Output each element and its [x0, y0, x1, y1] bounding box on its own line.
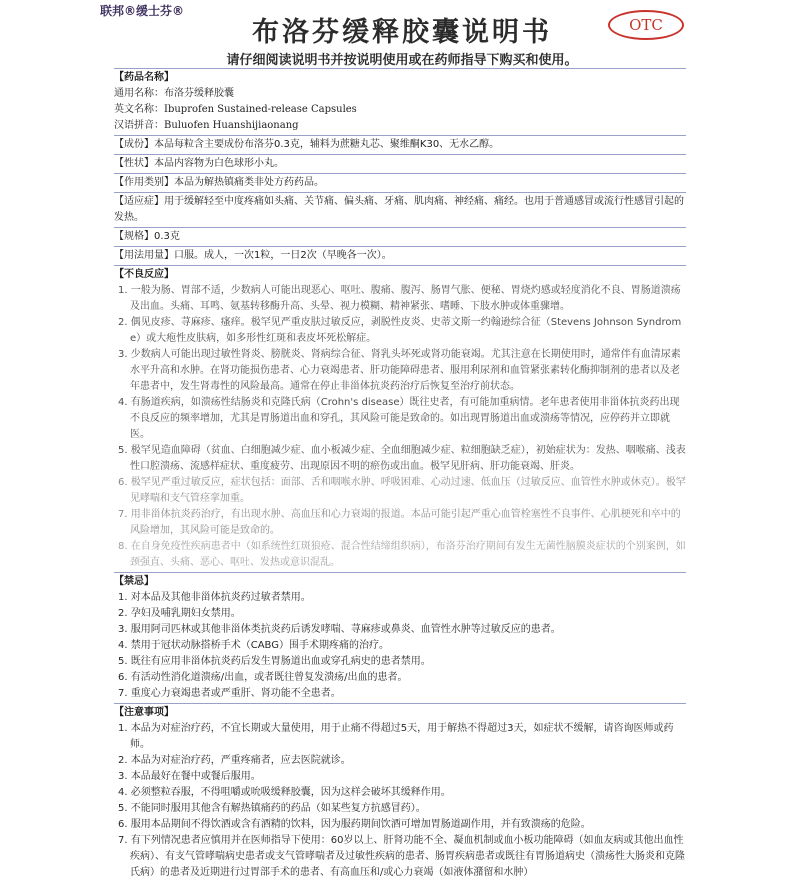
list-item: 2. 偶见皮疹、荨麻疹、瘙痒。极罕见严重皮肤过敏反应，剥脱性皮炎、史蒂文斯一约翰逊综合征（Stevens Johnson Syndrome）或大疱性皮肤病，如多形性红斑和表皮坏死松解症。	[118, 317, 682, 344]
list-item: 5. 既往有应用非甾体抗炎药后发生胃肠道出血或穿孔病史的患者禁用。	[118, 656, 431, 667]
leaflet-title: 布洛芬缓释胶囊说明书	[252, 17, 552, 48]
specification-text: 【规格】0.3克	[114, 231, 180, 242]
list-item: 6. 极罕见严重过敏反应，症状包括：面部、舌和咽喉水肿、呼吸困难、心动过速、低血压（过敏反应、血管性水肿或休克）。极罕见哮喘和支气管痉挛加重。	[118, 477, 686, 504]
list-item: 1. 一般为肠、胃部不适，少数病人可能出现恶心、呕吐、腹痛、腹泻、肠胃气胀、便秘、胃烧灼感或轻度消化不良、胃肠道溃疡及出血。头痛、耳鸣、氨基转移酶升高、头晕、视力模糊、精神紧张、嗜睡、下肢水肿或体重骤增。	[118, 285, 681, 312]
list-item: 6. 有活动性消化道溃疡/出血，或者既往曾复发溃疡/出血的患者。	[118, 672, 408, 683]
list-item: 1. 对本品及其他非甾体抗炎药过敏者禁用。	[118, 592, 311, 603]
appearance-text: 【性状】本品内容物为白色球形小丸。	[114, 158, 284, 169]
list-item: 3. 服用阿司匹林或其他非甾体类抗炎药后诱发哮喘、荨麻疹或鼻炎、血管性水肿等过敏反应的患者。	[118, 624, 561, 635]
generic-name: 通用名称：布洛芬缓释胶囊	[114, 88, 234, 99]
list-item: 4. 有肠道疾病，如溃疡性结肠炎和克隆氏病（Crohn's disease）既往史者，有可能加重病情。老年患者使用非甾体抗炎药出现不良反应的频率增加，尤其是胃肠道出血和穿孔，其风险可能是致命的。如出现胃肠道出血或溃疡等情况，应停药并立即就医。	[118, 397, 680, 440]
list-item: 1. 本品为对症治疗药，不宜长期或大量使用，用于止痛不得超过5天，用于解热不得超过3天，如症状不缓解，请咨询医师或药师。	[118, 723, 674, 750]
section-heading: 【不良反应】	[114, 269, 174, 280]
english-name: 英文名称：Ibuprofen Sustained-release Capsules	[114, 104, 357, 115]
section-heading: 【药品名称】	[114, 72, 174, 83]
section-contraindications	[114, 572, 686, 703]
list-item: 5. 极罕见造血障碍（贫血、白细胞减少症、血小板减少症、全血细胞减少症、粒细胞缺乏症），初始症状为：发热、咽喉痛、浅表性口腔溃疡、流感样症状、重度疲劳、出现原因不明的瘀伤或出血。极罕见肝病、肝功能衰竭、肝炎。	[118, 445, 686, 472]
section-heading: 【禁忌】	[114, 576, 154, 587]
section-indications	[114, 192, 686, 227]
pinyin-name: 汉语拼音：Buluofen Huanshijiaonang	[114, 120, 299, 131]
list-item: 3. 本品最好在餐中或餐后服用。	[118, 771, 261, 782]
list-item: 2. 本品为对症治疗药，严重疼痛者，应去医院就诊。	[118, 755, 351, 766]
list-item: 4. 禁用于冠状动脉搭桥手术（CABG）围手术期疼痛的治疗。	[118, 640, 389, 651]
section-appearance	[114, 154, 686, 173]
list-item: 2. 孕妇及哺乳期妇女禁用。	[118, 608, 241, 619]
section-heading: 【注意事项】	[114, 707, 174, 718]
section-specification	[114, 227, 686, 246]
section-dosage	[114, 246, 686, 265]
contraindications-list	[114, 590, 686, 702]
precautions-list	[114, 721, 686, 881]
list-item: 4. 必须整粒吞服，不得咀嚼或吮吸缓释胶囊，因为这样会破坏其缓释作用。	[118, 787, 451, 798]
indications-text: 【适应症】用于缓解轻至中度疼痛如头痛、关节痛、偏头痛、牙痛、肌肉痛、神经痛、痛经。也用于普通感冒或流行性感冒引起的发热。	[114, 196, 684, 223]
section-adverse-reactions	[114, 265, 686, 572]
brand-name: 联邦®缓士芬®	[100, 4, 185, 18]
dosage-text: 【用法用量】口服。成人，一次1粒，一日2次（早晚各一次）。	[114, 250, 392, 261]
leaflet-content	[114, 68, 686, 882]
section-drug-name	[114, 68, 686, 135]
leaflet-subtitle: 请仔细阅读说明书并按说明使用或在药师指导下购买和使用。	[226, 53, 578, 68]
list-item: 5. 不能同时服用其他含有解热镇痛药的药品（如某些复方抗感冒药）。	[118, 803, 426, 814]
list-item: 7. 重度心力衰竭患者或严重肝、肾功能不全患者。	[118, 688, 341, 699]
list-item: 6. 服用本品期间不得饮酒或含有酒精的饮料，因为服药期间饮酒可增加胃肠道副作用，并有致溃疡的危险。	[118, 819, 591, 830]
adverse-list	[114, 283, 686, 571]
section-precautions	[114, 703, 686, 882]
list-item: 7. 有下列情况患者应慎用并在医师指导下使用：60岁以上、肝肾功能不全、凝血机制或血小板功能障碍（如血友病或其他出血性疾病）、有支气管哮喘病史患者或支气管哮喘者及过敏性疾病的患者、肠胃疾病患者或既往有胃肠道病史（溃疡性大肠炎和克隆氏病）的患者及近期进行过胃部手术的患者、有高血压和/或心力衰竭（如液体潴留和水肿）	[118, 835, 685, 878]
section-ingredients	[114, 135, 686, 154]
leaflet-sheet	[96, 0, 708, 878]
list-item: 7. 用非甾体抗炎药治疗，有出现水肿、高血压和心力衰竭的报道。本品可能引起严重心血管栓塞性不良事件、心肌梗死和卒中的风险增加，其风险可能是致命的。	[118, 509, 681, 536]
list-item: 3. 少数病人可能出现过敏性肾炎、膀胱炎、肾病综合征、肾乳头坏死或肾功能衰竭。尤其注意在长期使用时，通常伴有血清尿素水平升高和水肿。在肾功能损伤患者、心力衰竭患者、肝功能障碍患者、服用利尿剂和血管紧张素转化酶抑制剂的患者以及老年患者中，发生肾毒性的风险最高。通常在停止非甾体抗炎药治疗后恢复至治疗前状态。	[118, 349, 681, 392]
section-category	[114, 173, 686, 192]
ingredients-text: 【成份】本品每粒含主要成份布洛芬0.3克，辅料为蔗糖丸芯、聚维酮K30、无水乙醇。	[114, 139, 500, 150]
list-item: 8. 在自身免疫性疾病患者中（如系统性红斑狼疮、混合性结缔组织病），布洛芬治疗期间有发生无菌性脑膜炎症状的个别案例，如颈强直、头痛、恶心、呕吐、发热或意识混乱。	[118, 541, 686, 568]
category-text: 【作用类别】本品为解热镇痛类非处方药药品。	[114, 177, 324, 188]
otc-badge: OTC	[608, 10, 684, 40]
